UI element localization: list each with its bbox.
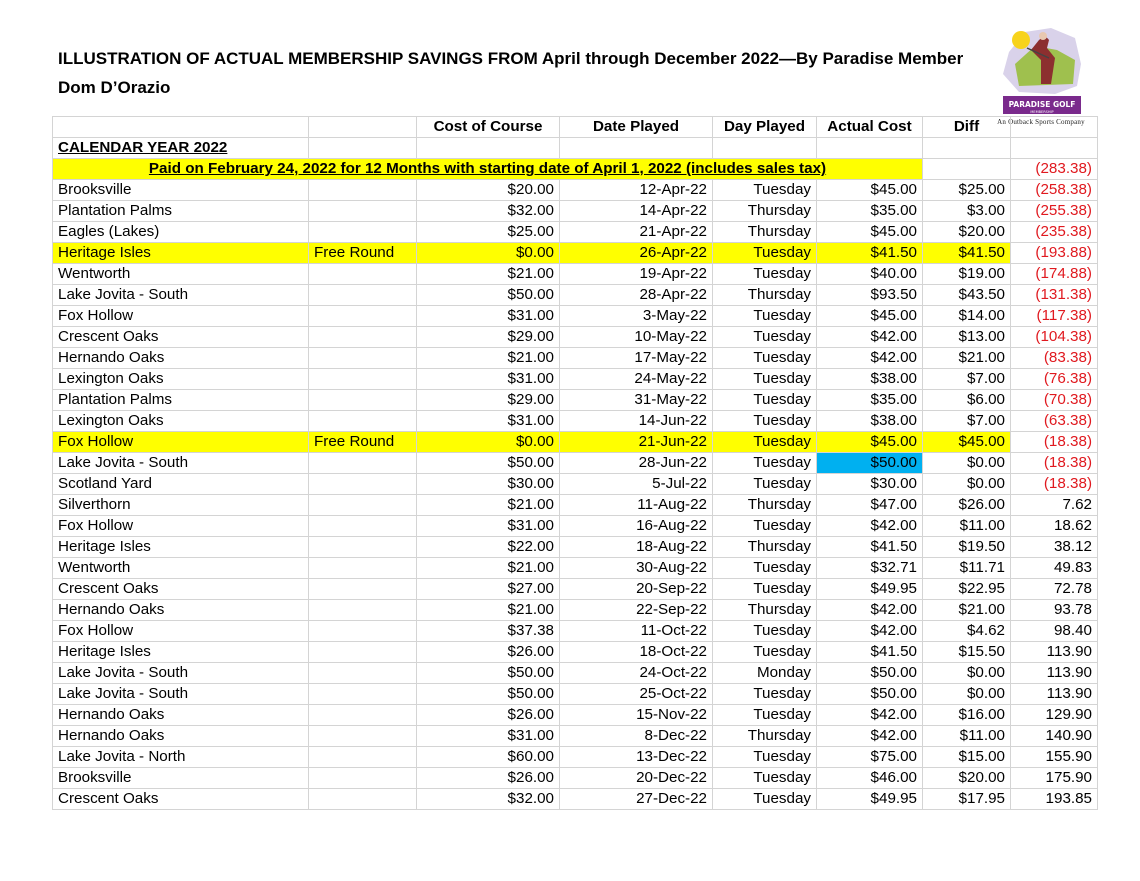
cost-cell: $31.00 — [417, 726, 560, 747]
actual-cost-cell: $47.00 — [817, 495, 923, 516]
balance-cell: 49.83 — [1011, 558, 1098, 579]
note-cell — [309, 474, 417, 495]
table-row — [53, 264, 1098, 285]
diff-cell: $11.71 — [923, 558, 1011, 579]
course-cell: Fox Hollow — [53, 306, 309, 327]
date-cell: 18-Oct-22 — [560, 642, 713, 663]
balance-cell: 38.12 — [1011, 537, 1098, 558]
balance-cell: 113.90 — [1011, 642, 1098, 663]
course-cell: Heritage Isles — [53, 642, 309, 663]
balance-cell: 193.85 — [1011, 789, 1098, 810]
actual-cost-cell: $35.00 — [817, 201, 923, 222]
note-cell — [309, 579, 417, 600]
day-cell: Tuesday — [713, 789, 817, 810]
cost-cell: $21.00 — [417, 495, 560, 516]
note-cell — [309, 180, 417, 201]
day-cell: Thursday — [713, 285, 817, 306]
cost-cell: $26.00 — [417, 705, 560, 726]
course-cell: Hernando Oaks — [53, 600, 309, 621]
table-row — [53, 306, 1098, 327]
day-cell: Thursday — [713, 537, 817, 558]
actual-cost-cell: $45.00 — [817, 306, 923, 327]
cost-cell: $25.00 — [417, 222, 560, 243]
actual-cost-cell: $45.00 — [817, 432, 923, 453]
cost-cell: $50.00 — [417, 684, 560, 705]
date-cell: 30-Aug-22 — [560, 558, 713, 579]
table-row — [53, 432, 1098, 453]
logo-sub: MEMBERSHIP — [1030, 110, 1054, 114]
date-cell: 21-Jun-22 — [560, 432, 713, 453]
diff-cell: $3.00 — [923, 201, 1011, 222]
course-cell: Hernando Oaks — [53, 705, 309, 726]
course-cell: Eagles (Lakes) — [53, 222, 309, 243]
balance-cell: (18.38) — [1011, 432, 1098, 453]
balance-cell: (131.38) — [1011, 285, 1098, 306]
date-cell: 28-Apr-22 — [560, 285, 713, 306]
balance-cell: (193.88) — [1011, 243, 1098, 264]
course-cell: Brooksville — [53, 180, 309, 201]
cost-cell: $27.00 — [417, 579, 560, 600]
actual-cost-cell: $40.00 — [817, 264, 923, 285]
diff-cell: $20.00 — [923, 768, 1011, 789]
day-cell: Tuesday — [713, 705, 817, 726]
day-cell: Tuesday — [713, 747, 817, 768]
logo-company: An Outback Sports Company — [997, 118, 1085, 126]
note-cell — [309, 285, 417, 306]
diff-cell: $43.50 — [923, 285, 1011, 306]
note-cell — [309, 705, 417, 726]
date-cell: 14-Jun-22 — [560, 411, 713, 432]
course-cell: Fox Hollow — [53, 621, 309, 642]
diff-cell: $7.00 — [923, 411, 1011, 432]
note-cell — [309, 369, 417, 390]
day-cell: Tuesday — [713, 474, 817, 495]
balance-cell: 93.78 — [1011, 600, 1098, 621]
note-cell — [309, 558, 417, 579]
balance-cell: 18.62 — [1011, 516, 1098, 537]
table-row — [53, 222, 1098, 243]
actual-cost-cell: $75.00 — [817, 747, 923, 768]
note-cell — [309, 390, 417, 411]
course-cell: Lake Jovita - South — [53, 684, 309, 705]
actual-cost-cell: $42.00 — [817, 516, 923, 537]
actual-cost-cell: $42.00 — [817, 726, 923, 747]
diff-cell: $0.00 — [923, 684, 1011, 705]
note-cell — [309, 537, 417, 558]
table-row — [53, 411, 1098, 432]
actual-cost-cell: $38.00 — [817, 369, 923, 390]
table-row — [53, 327, 1098, 348]
actual-cost-cell: $41.50 — [817, 537, 923, 558]
table-row — [53, 537, 1098, 558]
date-cell: 17-May-22 — [560, 348, 713, 369]
date-cell: 18-Aug-22 — [560, 537, 713, 558]
cost-cell: $50.00 — [417, 453, 560, 474]
day-cell: Tuesday — [713, 558, 817, 579]
cost-cell: $21.00 — [417, 558, 560, 579]
date-cell: 20-Dec-22 — [560, 768, 713, 789]
table-row — [53, 516, 1098, 537]
note-cell — [309, 222, 417, 243]
cost-cell: $32.00 — [417, 789, 560, 810]
date-cell: 10-May-22 — [560, 327, 713, 348]
paid-row — [53, 159, 1098, 180]
cost-cell: $50.00 — [417, 285, 560, 306]
diff-cell: $13.00 — [923, 327, 1011, 348]
note-cell — [309, 642, 417, 663]
diff-cell: $11.00 — [923, 516, 1011, 537]
note-cell — [309, 348, 417, 369]
diff-cell: $17.95 — [923, 789, 1011, 810]
diff-cell: $11.00 — [923, 726, 1011, 747]
balance-cell: 175.90 — [1011, 768, 1098, 789]
actual-cost-cell: $93.50 — [817, 285, 923, 306]
table-row — [53, 348, 1098, 369]
table-row — [53, 663, 1098, 684]
course-cell: Wentworth — [53, 264, 309, 285]
day-cell: Tuesday — [713, 432, 817, 453]
table-row — [53, 558, 1098, 579]
balance-cell: 113.90 — [1011, 663, 1098, 684]
day-cell: Thursday — [713, 222, 817, 243]
table-row — [53, 369, 1098, 390]
balance-cell: (117.38) — [1011, 306, 1098, 327]
note-cell — [309, 726, 417, 747]
course-cell: Lexington Oaks — [53, 369, 309, 390]
actual-cost-cell: $50.00 — [817, 684, 923, 705]
cost-cell: $26.00 — [417, 768, 560, 789]
date-cell: 24-Oct-22 — [560, 663, 713, 684]
paradise-golf-logo — [995, 24, 1087, 126]
table-row — [53, 600, 1098, 621]
diff-cell: $15.00 — [923, 747, 1011, 768]
date-cell: 13-Dec-22 — [560, 747, 713, 768]
actual-cost-cell: $42.00 — [817, 705, 923, 726]
course-cell: Silverthorn — [53, 495, 309, 516]
table-row — [53, 789, 1098, 810]
day-cell: Thursday — [713, 495, 817, 516]
date-cell: 21-Apr-22 — [560, 222, 713, 243]
note-cell — [309, 411, 417, 432]
table-row — [53, 390, 1098, 411]
day-cell: Tuesday — [713, 516, 817, 537]
balance-cell: 72.78 — [1011, 579, 1098, 600]
header-diff: Diff — [923, 117, 1011, 138]
day-cell: Tuesday — [713, 327, 817, 348]
diff-cell: $14.00 — [923, 306, 1011, 327]
day-cell: Tuesday — [713, 348, 817, 369]
cost-cell: $31.00 — [417, 411, 560, 432]
calendar-year-label: CALENDAR YEAR 2022 — [53, 138, 309, 159]
day-cell: Tuesday — [713, 390, 817, 411]
balance-cell: (258.38) — [1011, 180, 1098, 201]
diff-cell: $22.95 — [923, 579, 1011, 600]
cost-cell: $30.00 — [417, 474, 560, 495]
date-cell: 19-Apr-22 — [560, 264, 713, 285]
balance-cell: 113.90 — [1011, 684, 1098, 705]
diff-cell: $0.00 — [923, 474, 1011, 495]
cost-cell: $31.00 — [417, 306, 560, 327]
cost-cell: $21.00 — [417, 600, 560, 621]
day-cell: Tuesday — [713, 306, 817, 327]
day-cell: Tuesday — [713, 684, 817, 705]
note-cell — [309, 516, 417, 537]
document-title — [58, 44, 988, 102]
table-row — [53, 201, 1098, 222]
course-cell: Heritage Isles — [53, 243, 309, 264]
actual-cost-cell: $35.00 — [817, 390, 923, 411]
diff-cell: $19.00 — [923, 264, 1011, 285]
header-cost-of-course: Cost of Course — [417, 117, 560, 138]
course-cell: Plantation Palms — [53, 390, 309, 411]
actual-cost-cell: $41.50 — [817, 642, 923, 663]
balance-cell: 155.90 — [1011, 747, 1098, 768]
note-cell — [309, 495, 417, 516]
table-row — [53, 726, 1098, 747]
diff-cell: $6.00 — [923, 390, 1011, 411]
balance-cell: (63.38) — [1011, 411, 1098, 432]
balance-cell: (255.38) — [1011, 201, 1098, 222]
diff-cell: $45.00 — [923, 432, 1011, 453]
date-cell: 5-Jul-22 — [560, 474, 713, 495]
day-cell: Tuesday — [713, 180, 817, 201]
balance-cell: (18.38) — [1011, 474, 1098, 495]
note-cell — [309, 201, 417, 222]
header-balance — [1011, 117, 1098, 138]
course-cell: Fox Hollow — [53, 432, 309, 453]
day-cell: Tuesday — [713, 642, 817, 663]
note-cell — [309, 453, 417, 474]
note-cell — [309, 621, 417, 642]
balance-cell: (174.88) — [1011, 264, 1098, 285]
title-line-2: Dom D’Orazio — [58, 78, 171, 97]
actual-cost-cell: $49.95 — [817, 579, 923, 600]
balance-cell: (83.38) — [1011, 348, 1098, 369]
actual-cost-cell: $42.00 — [817, 600, 923, 621]
note-cell — [309, 306, 417, 327]
actual-cost-cell: $42.00 — [817, 348, 923, 369]
cost-cell: $60.00 — [417, 747, 560, 768]
course-cell: Fox Hollow — [53, 516, 309, 537]
header-row — [53, 117, 1098, 138]
diff-cell: $15.50 — [923, 642, 1011, 663]
diff-cell: $21.00 — [923, 600, 1011, 621]
table-row — [53, 768, 1098, 789]
day-cell: Tuesday — [713, 411, 817, 432]
date-cell: 8-Dec-22 — [560, 726, 713, 747]
note-cell — [309, 789, 417, 810]
logo-name: PARADISE GOLF — [1008, 100, 1076, 109]
course-cell: Plantation Palms — [53, 201, 309, 222]
diff-cell: $0.00 — [923, 663, 1011, 684]
actual-cost-cell: $49.95 — [817, 789, 923, 810]
day-cell: Tuesday — [713, 453, 817, 474]
diff-cell: $25.00 — [923, 180, 1011, 201]
actual-cost-cell: $42.00 — [817, 327, 923, 348]
balance-cell: (104.38) — [1011, 327, 1098, 348]
actual-cost-cell: $45.00 — [817, 180, 923, 201]
balance-cell: (70.38) — [1011, 390, 1098, 411]
balance-cell: (76.38) — [1011, 369, 1098, 390]
course-cell: Crescent Oaks — [53, 579, 309, 600]
note-cell — [309, 327, 417, 348]
actual-cost-cell: $46.00 — [817, 768, 923, 789]
day-cell: Monday — [713, 663, 817, 684]
day-cell: Tuesday — [713, 369, 817, 390]
course-cell: Crescent Oaks — [53, 789, 309, 810]
note-cell — [309, 684, 417, 705]
table-row — [53, 495, 1098, 516]
actual-cost-cell: $42.00 — [817, 621, 923, 642]
course-cell: Lake Jovita - South — [53, 453, 309, 474]
date-cell: 31-May-22 — [560, 390, 713, 411]
paid-note: Paid on February 24, 2022 for 12 Months with starting date of April 1, 2022 (includes sales tax) — [53, 159, 923, 180]
title-line-1: ILLUSTRATION OF ACTUAL MEMBERSHIP SAVINGS FROM April through December 2022—By Paradise Member — [58, 49, 964, 68]
cost-cell: $50.00 — [417, 663, 560, 684]
cost-cell: $37.38 — [417, 621, 560, 642]
header-actual-cost: Actual Cost — [817, 117, 923, 138]
date-cell: 26-Apr-22 — [560, 243, 713, 264]
actual-cost-cell: $45.00 — [817, 222, 923, 243]
diff-cell: $16.00 — [923, 705, 1011, 726]
diff-cell: $19.50 — [923, 537, 1011, 558]
table-row — [53, 684, 1098, 705]
date-cell: 14-Apr-22 — [560, 201, 713, 222]
header-day-played: Day Played — [713, 117, 817, 138]
actual-cost-cell: $38.00 — [817, 411, 923, 432]
date-cell: 24-May-22 — [560, 369, 713, 390]
cost-cell: $21.00 — [417, 348, 560, 369]
note-cell: Free Round — [309, 243, 417, 264]
course-cell: Crescent Oaks — [53, 327, 309, 348]
date-cell: 11-Oct-22 — [560, 621, 713, 642]
balance-cell: (18.38) — [1011, 453, 1098, 474]
balance-cell: 129.90 — [1011, 705, 1098, 726]
cost-cell: $21.00 — [417, 264, 560, 285]
table-row — [53, 453, 1098, 474]
date-cell: 16-Aug-22 — [560, 516, 713, 537]
table-row — [53, 474, 1098, 495]
table-row — [53, 579, 1098, 600]
day-cell: Tuesday — [713, 621, 817, 642]
cost-cell: $22.00 — [417, 537, 560, 558]
balance-cell: 98.40 — [1011, 621, 1098, 642]
day-cell: Tuesday — [713, 579, 817, 600]
course-cell: Hernando Oaks — [53, 726, 309, 747]
cost-cell: $26.00 — [417, 642, 560, 663]
date-cell: 22-Sep-22 — [560, 600, 713, 621]
course-cell: Wentworth — [53, 558, 309, 579]
table-row — [53, 621, 1098, 642]
note-cell — [309, 768, 417, 789]
day-cell: Tuesday — [713, 264, 817, 285]
table-row — [53, 180, 1098, 201]
actual-cost-cell: $30.00 — [817, 474, 923, 495]
cost-cell: $31.00 — [417, 369, 560, 390]
date-cell: 11-Aug-22 — [560, 495, 713, 516]
date-cell: 15-Nov-22 — [560, 705, 713, 726]
actual-cost-cell: $41.50 — [817, 243, 923, 264]
header-note — [309, 117, 417, 138]
cost-cell: $0.00 — [417, 243, 560, 264]
diff-cell: $4.62 — [923, 621, 1011, 642]
note-cell — [309, 264, 417, 285]
day-cell: Thursday — [713, 726, 817, 747]
note-cell: Free Round — [309, 432, 417, 453]
cost-cell: $31.00 — [417, 516, 560, 537]
cost-cell: $29.00 — [417, 327, 560, 348]
cost-cell: $32.00 — [417, 201, 560, 222]
balance-cell: 140.90 — [1011, 726, 1098, 747]
diff-cell: $21.00 — [923, 348, 1011, 369]
cost-cell: $29.00 — [417, 390, 560, 411]
day-cell: Tuesday — [713, 243, 817, 264]
course-cell: Lexington Oaks — [53, 411, 309, 432]
table-row — [53, 705, 1098, 726]
day-cell: Tuesday — [713, 768, 817, 789]
actual-cost-cell: $32.71 — [817, 558, 923, 579]
course-cell: Heritage Isles — [53, 537, 309, 558]
day-cell: Thursday — [713, 600, 817, 621]
header-course — [53, 117, 309, 138]
date-cell: 27-Dec-22 — [560, 789, 713, 810]
savings-table — [52, 116, 1098, 810]
paid-balance: (283.38) — [1011, 159, 1098, 180]
day-cell: Thursday — [713, 201, 817, 222]
diff-cell: $26.00 — [923, 495, 1011, 516]
cost-cell: $20.00 — [417, 180, 560, 201]
balance-cell: (235.38) — [1011, 222, 1098, 243]
note-cell — [309, 600, 417, 621]
course-cell: Lake Jovita - South — [53, 285, 309, 306]
course-cell: Scotland Yard — [53, 474, 309, 495]
table-row — [53, 747, 1098, 768]
table-row — [53, 642, 1098, 663]
date-cell: 3-May-22 — [560, 306, 713, 327]
balance-cell: 7.62 — [1011, 495, 1098, 516]
actual-cost-cell: $50.00 — [817, 453, 923, 474]
cost-cell: $0.00 — [417, 432, 560, 453]
diff-cell: $7.00 — [923, 369, 1011, 390]
date-cell: 25-Oct-22 — [560, 684, 713, 705]
course-cell: Lake Jovita - South — [53, 663, 309, 684]
course-cell: Brooksville — [53, 768, 309, 789]
diff-cell: $41.50 — [923, 243, 1011, 264]
date-cell: 12-Apr-22 — [560, 180, 713, 201]
course-cell: Hernando Oaks — [53, 348, 309, 369]
note-cell — [309, 663, 417, 684]
actual-cost-cell: $50.00 — [817, 663, 923, 684]
note-cell — [309, 747, 417, 768]
date-cell: 20-Sep-22 — [560, 579, 713, 600]
table-row — [53, 285, 1098, 306]
date-cell: 28-Jun-22 — [560, 453, 713, 474]
header-date-played: Date Played — [560, 117, 713, 138]
calendar-year-row — [53, 138, 1098, 159]
diff-cell: $0.00 — [923, 453, 1011, 474]
diff-cell: $20.00 — [923, 222, 1011, 243]
table-row — [53, 243, 1098, 264]
course-cell: Lake Jovita - North — [53, 747, 309, 768]
